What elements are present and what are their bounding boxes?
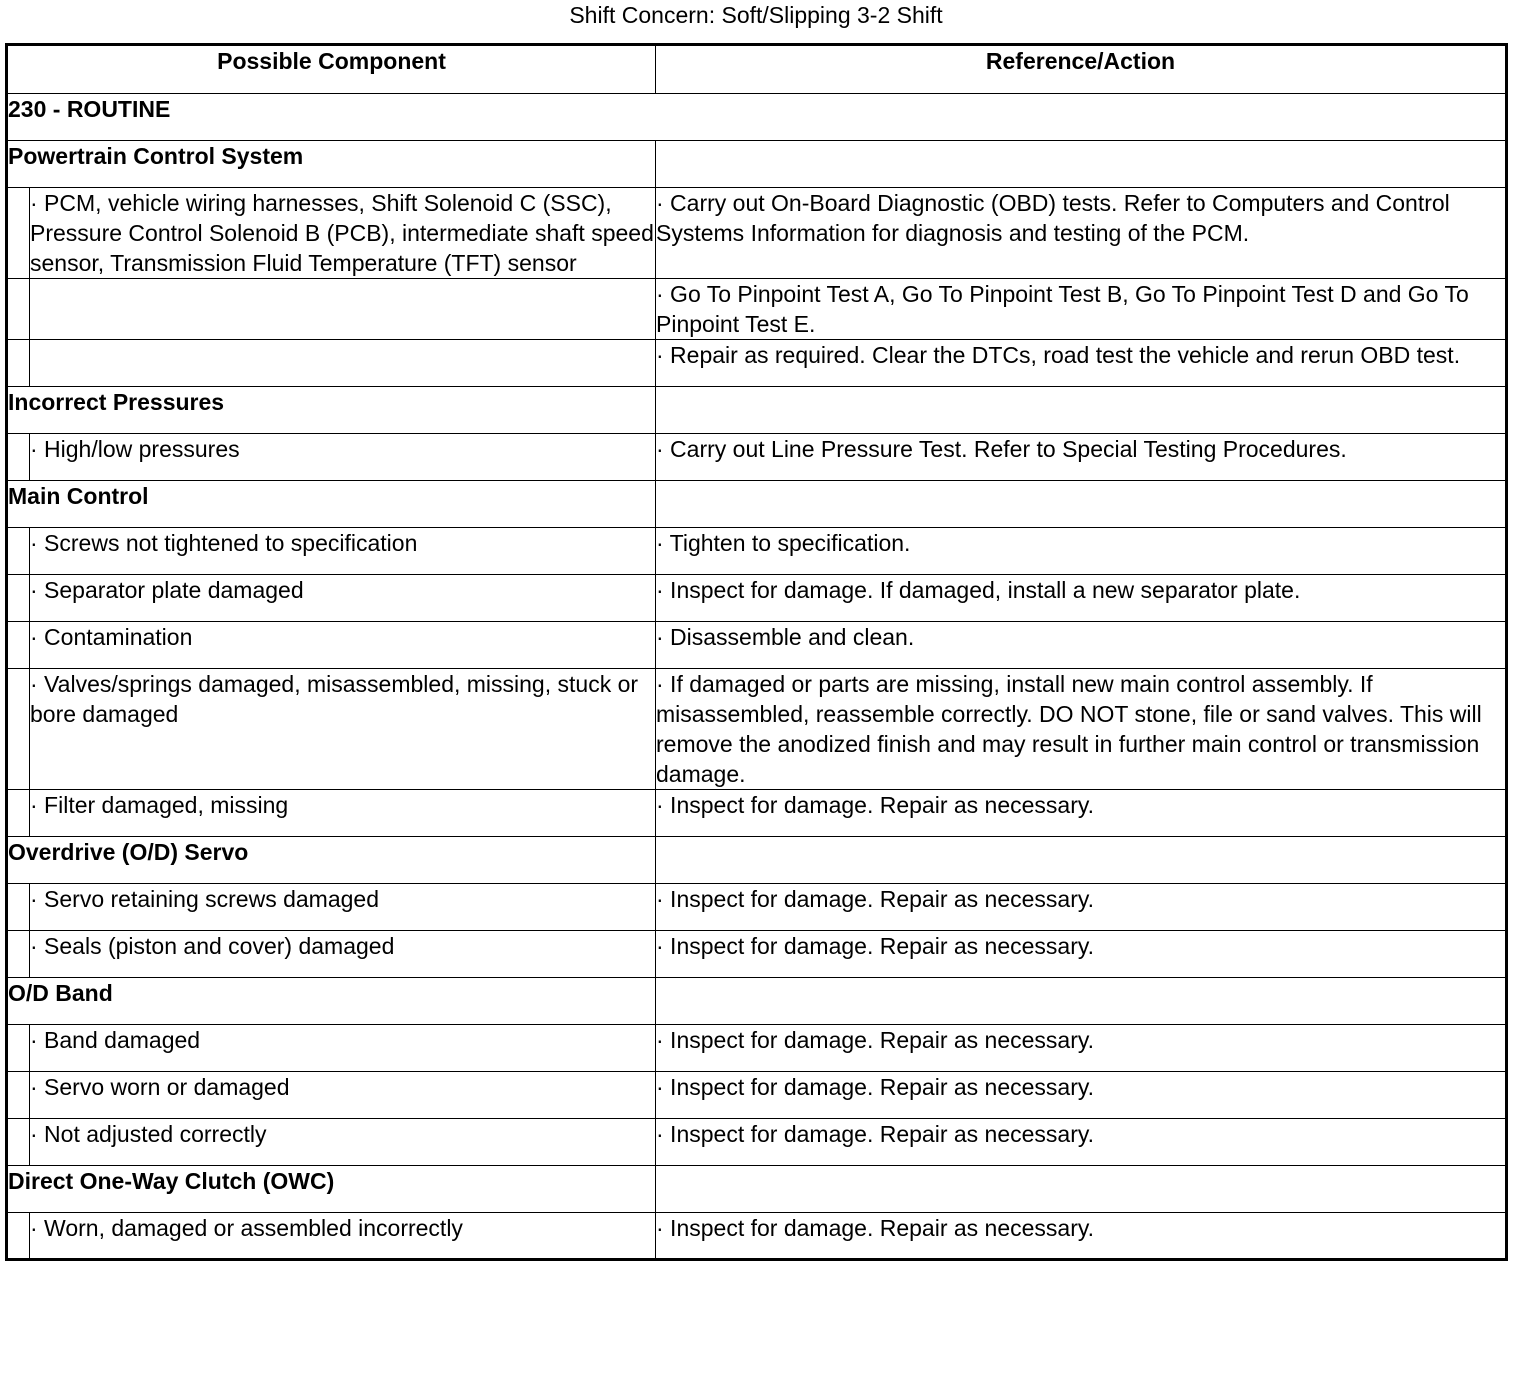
indent-cell	[7, 279, 30, 340]
section-row	[7, 837, 1507, 884]
header-possible-component: Possible Component	[7, 45, 656, 94]
table-row	[7, 884, 1507, 931]
section-action-empty	[656, 1166, 1507, 1213]
table-row	[7, 1119, 1507, 1166]
component-cell: · Band damaged	[30, 1025, 656, 1072]
component-cell: · Seals (piston and cover) damaged	[30, 931, 656, 978]
action-cell: · Inspect for damage. Repair as necessary.	[656, 1025, 1507, 1072]
table-row	[7, 528, 1507, 575]
component-cell: · Worn, damaged or assembled incorrectly	[30, 1213, 656, 1260]
section-action-empty	[656, 978, 1507, 1025]
action-cell: · Inspect for damage. Repair as necessary.	[656, 884, 1507, 931]
table-row	[7, 279, 1507, 340]
action-cell: · Tighten to specification.	[656, 528, 1507, 575]
diagnostic-table	[5, 43, 1508, 1261]
section-action-empty	[656, 481, 1507, 528]
indent-cell	[7, 528, 30, 575]
table-row	[7, 931, 1507, 978]
component-cell: · Screws not tightened to specification	[30, 528, 656, 575]
indent-cell	[7, 931, 30, 978]
action-cell: · Carry out Line Pressure Test. Refer to Special Testing Procedures.	[656, 434, 1507, 481]
component-cell: · Contamination	[30, 622, 656, 669]
component-cell	[30, 279, 656, 340]
action-cell: · If damaged or parts are missing, install new main control assembly. If misassembled, reassemble correctly. DO NOT stone, file or sand valves. This will remove the anodized finish and may result in further main control or transmission damage.	[656, 669, 1507, 790]
component-cell: · Separator plate damaged	[30, 575, 656, 622]
section-row	[7, 1166, 1507, 1213]
table-row	[7, 1072, 1507, 1119]
action-cell: · Inspect for damage. Repair as necessary.	[656, 790, 1507, 837]
indent-cell	[7, 340, 30, 387]
action-cell: · Inspect for damage. Repair as necessary.	[656, 1213, 1507, 1260]
table-row	[7, 434, 1507, 481]
page-title: Shift Concern: Soft/Slipping 3-2 Shift	[569, 2, 943, 28]
table-row	[7, 1025, 1507, 1072]
section-action-empty	[656, 837, 1507, 884]
section-row	[7, 978, 1507, 1025]
section-title: Powertrain Control System	[7, 141, 656, 188]
component-cell: · PCM, vehicle wiring harnesses, Shift Solenoid C (SSC), Pressure Control Solenoid B (PCB), intermediate shaft speed sensor, Transmission Fluid Temperature (TFT) sensor	[30, 188, 656, 279]
component-cell: · Servo retaining screws damaged	[30, 884, 656, 931]
action-cell: · Inspect for damage. Repair as necessary.	[656, 931, 1507, 978]
indent-cell	[7, 188, 30, 279]
section-title: Incorrect Pressures	[7, 387, 656, 434]
indent-cell	[7, 575, 30, 622]
section-title: Overdrive (O/D) Servo	[7, 837, 656, 884]
component-cell: · Filter damaged, missing	[30, 790, 656, 837]
component-cell: · Not adjusted correctly	[30, 1119, 656, 1166]
action-cell: · Inspect for damage. If damaged, install a new separator plate.	[656, 575, 1507, 622]
indent-cell	[7, 622, 30, 669]
action-cell: · Repair as required. Clear the DTCs, road test the vehicle and rerun OBD test.	[656, 340, 1507, 387]
table-row	[7, 790, 1507, 837]
table-row	[7, 669, 1507, 790]
table-row	[7, 1213, 1507, 1260]
action-cell: · Disassemble and clean.	[656, 622, 1507, 669]
section-title: Direct One-Way Clutch (OWC)	[7, 1166, 656, 1213]
component-cell	[30, 340, 656, 387]
routine-row	[7, 94, 1507, 141]
action-cell: · Inspect for damage. Repair as necessary.	[656, 1072, 1507, 1119]
table-row	[7, 622, 1507, 669]
action-cell: · Inspect for damage. Repair as necessary.	[656, 1119, 1507, 1166]
table-row	[7, 340, 1507, 387]
indent-cell	[7, 669, 30, 790]
section-row	[7, 387, 1507, 434]
indent-cell	[7, 1025, 30, 1072]
section-action-empty	[656, 141, 1507, 188]
table-row	[7, 575, 1507, 622]
section-action-empty	[656, 387, 1507, 434]
indent-cell	[7, 790, 30, 837]
table-row	[7, 188, 1507, 279]
section-row	[7, 141, 1507, 188]
section-title: Main Control	[7, 481, 656, 528]
action-cell: · Carry out On-Board Diagnostic (OBD) tests. Refer to Computers and Control Systems Information for diagnosis and testing of the PCM.	[656, 188, 1507, 279]
header-row	[7, 45, 1507, 94]
routine-label: 230 - ROUTINE	[7, 94, 1507, 141]
component-cell: · High/low pressures	[30, 434, 656, 481]
component-cell: · Valves/springs damaged, misassembled, missing, stuck or bore damaged	[30, 669, 656, 790]
indent-cell	[7, 884, 30, 931]
section-title: O/D Band	[7, 978, 656, 1025]
action-cell: · Go To Pinpoint Test A, Go To Pinpoint Test B, Go To Pinpoint Test D and Go To Pinpoint Test E.	[656, 279, 1507, 340]
indent-cell	[7, 434, 30, 481]
header-reference-action: Reference/Action	[656, 45, 1507, 94]
indent-cell	[7, 1119, 30, 1166]
section-row	[7, 481, 1507, 528]
component-cell: · Servo worn or damaged	[30, 1072, 656, 1119]
indent-cell	[7, 1213, 30, 1260]
indent-cell	[7, 1072, 30, 1119]
